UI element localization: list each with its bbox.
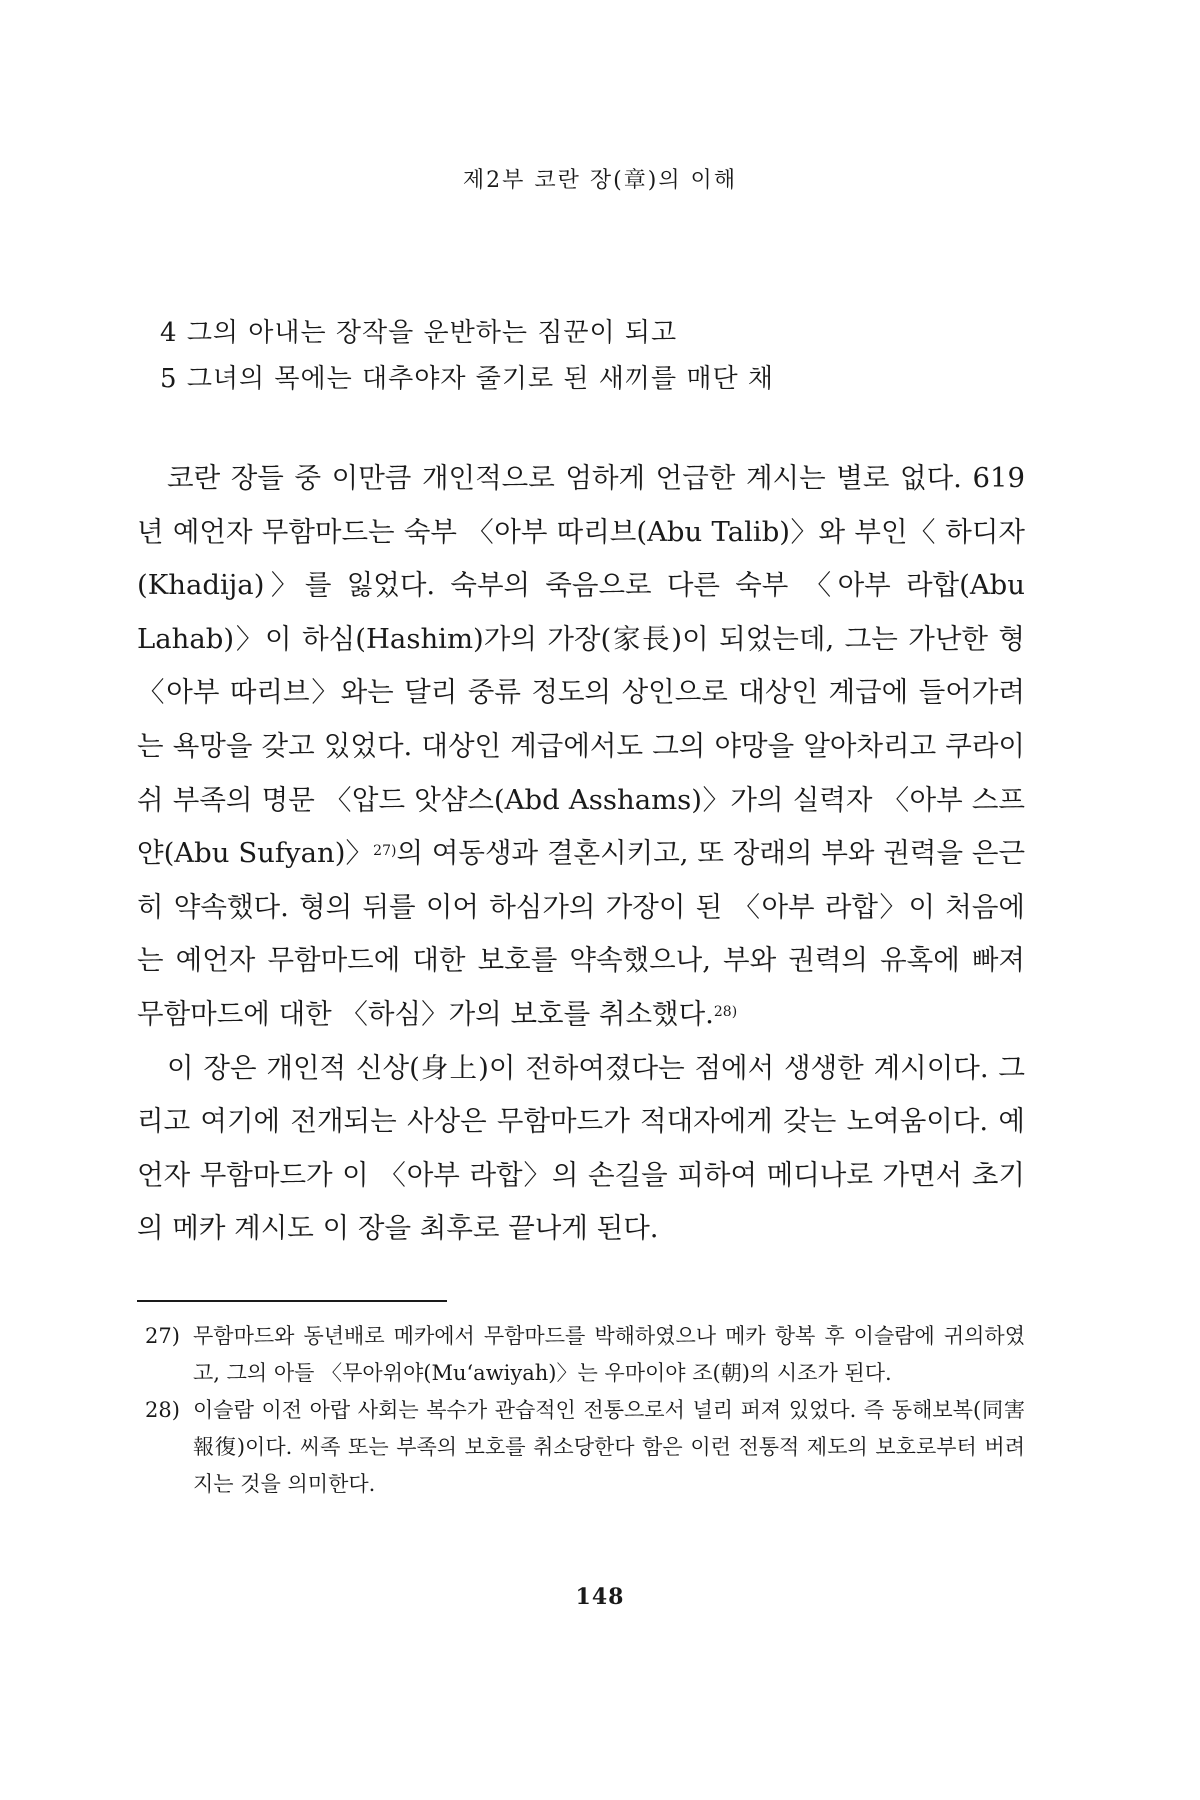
footnote	[137, 1318, 1025, 1392]
footnote-number: 27)	[145, 1324, 180, 1348]
footnote-text: 무함마드와 동년배로 메카에서 무함마드를 박해하였으나 메카 항복 후 이슬람에 귀의하였고, 그의 아들 〈무아위야(Mu‘awiyah)〉는 우마이야 조(朝)의 시조가 된다.	[193, 1324, 1025, 1385]
verse-line	[160, 310, 1060, 356]
footnotes	[137, 1318, 1025, 1503]
verse-line	[160, 356, 1060, 402]
body-paragraph	[137, 452, 1025, 1042]
verse-block	[160, 310, 1060, 402]
footnote-reference[interactable]: 28)	[713, 1003, 738, 1020]
paragraph-text: 의 여동생과 결혼시키고, 또 장래의 부와 권력을 은근히 약속했다. 형의 뒤를 이어 하심가의 가장이 된 〈아부 라합〉이 처음에는 예언자 무함마드에 대한 보호를 약속했으나, 부와 권력의 유혹에 빠져 무함마드에 대한 〈하심〉가의 보호를 취소했다.	[137, 837, 1026, 1030]
verse-text: 그녀의 목에는 대추야자 줄기로 된 새끼를 매단 채	[186, 364, 774, 394]
running-header: 제2부 코란 장(章)의 이해	[462, 168, 738, 193]
body-paragraph	[137, 1042, 1025, 1256]
page-number: 148	[575, 1584, 625, 1610]
footnote	[137, 1392, 1025, 1503]
footnote-reference[interactable]: 27)	[373, 843, 397, 860]
verse-number: 5	[160, 364, 178, 394]
footnote-text: 이슬람 이전 아랍 사회는 복수가 관습적인 전통으로서 널리 퍼져 있었다. 즉 동해보복(同害報復)이다. 씨족 또는 부족의 보호를 취소당한다 함은 이런 전통적 제도의 보호로부터 버려지는 것을 의미한다.	[193, 1398, 1025, 1496]
footnote-number: 28)	[145, 1398, 180, 1422]
paragraph-text: 코란 장들 중 이만큼 개인적으로 엄하게 언급한 계시는 별로 없다. 619년 예언자 무함마드는 숙부 〈아부 따리브(Abu Talib)〉와 부인〈 하디자(Khadija)〉를 잃었다. 숙부의 죽음으로 다른 숙부 〈아부 라합(Abu Lahab)〉이 하심(Hashim)가의 가장(家長)이 되었는데, 그는 가난한 형〈아부 따리브〉와는 달리 중류 정도의 상인으로 대상인 계급에 들어가려는 욕망을 갖고 있었다. 대상인 계급에서도 그의 야망을 알아차리고 쿠라이쉬 부족의 명문 〈압드 앗샴스(Abd Asshams)〉가의 실력자 〈아부 스프얀(Abu Sufyan)〉	[137, 462, 1025, 870]
paragraph-text: 이 장은 개인적 신상(身上)이 전하여졌다는 점에서 생생한 계시이다. 그리고 여기에 전개되는 사상은 무함마드가 적대자에게 갖는 노여움이다. 예언자 무함마드가 이 〈아부 라합〉의 손길을 피하여 메디나로 가면서 초기의 메카 계시도 이 장을 최후로 끝나게 된다.	[137, 1051, 1025, 1245]
body-text	[137, 452, 1025, 1256]
verse-number: 4	[160, 318, 178, 348]
footnote-divider	[137, 1300, 447, 1302]
verse-text: 그의 아내는 장작을 운반하는 짐꾼이 되고	[186, 318, 678, 348]
